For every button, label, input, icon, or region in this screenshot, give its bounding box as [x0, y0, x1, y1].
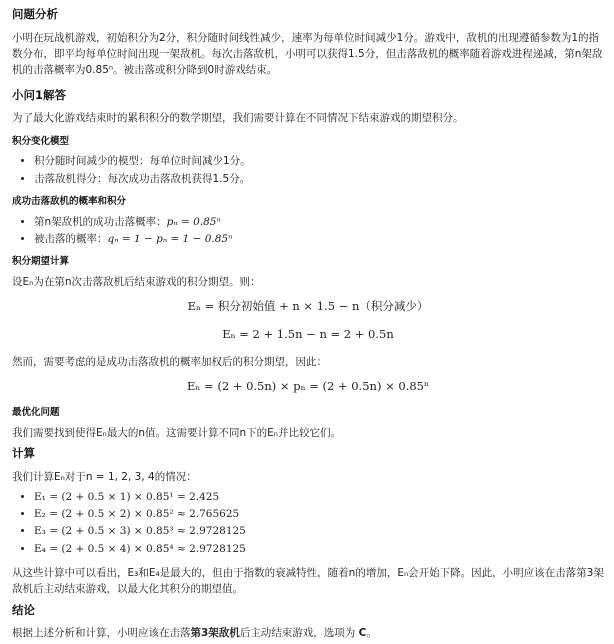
list-item: • 积分随时间减少的模型：每单位时间减少1分。: [34, 153, 604, 169]
prob-list: [12, 214, 604, 248]
conclusion-bold: 第3架敌机: [190, 627, 240, 640]
list-item: • E₁ = (2 + 0.5 × 1) × 0.85¹ = 2.425: [34, 489, 604, 505]
conclusion-before: 根据上述分析和计算，小明应该在击落: [12, 627, 191, 640]
calc-list: [12, 489, 604, 557]
expect-intro: 设Eₙ为在第n次击落敌机后结束游戏的积分期望。则：: [12, 275, 261, 288]
expect-mid: 然而，需要考虑的是成功击落敌机的概率加权后的积分期望，因此：: [12, 355, 327, 368]
conclusion-mid: 后主动结束游戏，选项为: [239, 627, 359, 640]
list-item: • E₄ = (2 + 0.5 × 4) × 0.85⁴ ≈ 2.9728125: [34, 541, 604, 557]
q1-heading: 小问1解答: [12, 87, 67, 102]
problem-heading: 问题分析: [12, 7, 58, 21]
q1-intro: 为了最大化游戏结束时的累积积分的数学期望，我们需要计算在不同情况下结束游戏的期望积分。: [12, 112, 464, 125]
calc-after: 从这些计算中可以看出，E₃和E₄是最大的，但由于指数的衰减特性，随着n的增加，Eₙ会开始下降。因此，小明应该在击落第3架敌机后主动结束游戏，以最大化其积分的期望值。: [12, 567, 604, 596]
calc-intro: 我们计算Eₙ对于n = 1, 2, 3, 4的情况：: [12, 470, 197, 483]
model-list: [12, 153, 604, 187]
prob-item2-math: qₙ = 1 − pₙ = 1 − 0.85ⁿ: [107, 232, 233, 245]
prob-item1-label: 第n架敌机的成功击落概率：: [34, 215, 167, 228]
list-item: • E₂ = (2 + 0.5 × 2) × 0.85² ≈ 2.765625: [34, 506, 604, 522]
prob-item1-math: pₙ = 0.85ⁿ: [166, 215, 221, 228]
list-item: • E₃ = (2 + 0.5 × 3) × 0.85³ ≈ 2.9728125: [34, 523, 604, 539]
conclusion-text: [12, 625, 604, 641]
expect-heading: 积分期望计算: [12, 256, 70, 268]
equation-2: Eₙ = 2 + 1.5n − n = 2 + 0.5n: [222, 326, 394, 341]
list-item: [34, 214, 604, 230]
list-item: • 击落敌机得分：每次成功击落敌机获得1.5分。: [34, 171, 604, 187]
optimize-text: 我们需要找到使得Eₙ最大的n值。这需要计算不同n下的Eₙ并比较它们。: [12, 426, 341, 439]
optimize-heading: 最优化问题: [12, 406, 60, 418]
conclusion-after: 。: [366, 627, 377, 640]
prob-heading: 成功击落敌机的概率和积分: [12, 195, 127, 207]
prob-item2-label: 被击落的概率：: [34, 232, 108, 245]
calc-heading: 计算: [12, 445, 35, 460]
equation-3: Eₙ = (2 + 0.5n) × pₙ = (2 + 0.5n) × 0.85ⁿ: [187, 379, 429, 394]
conclusion-option: C: [358, 627, 367, 640]
list-item: [34, 231, 604, 247]
problem-text: 小明在玩战机游戏，初始积分为2分，积分随时间线性减少，速率为每单位时间减少1分。游戏中，敌机的出现遵循参数为1的指数分布，即平均每单位时间出现一架敌机。每次击落敌机，小明可以获得1.5分，但击落敌机的概率随着游戏进程递减，第n架敌机的击落概率为0.85ⁿ。被击落或积分降到0时游戏结束。: [12, 31, 603, 77]
model-heading: 积分变化模型: [12, 135, 70, 147]
conclusion-heading: 结论: [12, 602, 35, 617]
equation-1: Eₙ = 积分初始值 + n × 1.5 − n（积分减少）: [187, 299, 429, 314]
